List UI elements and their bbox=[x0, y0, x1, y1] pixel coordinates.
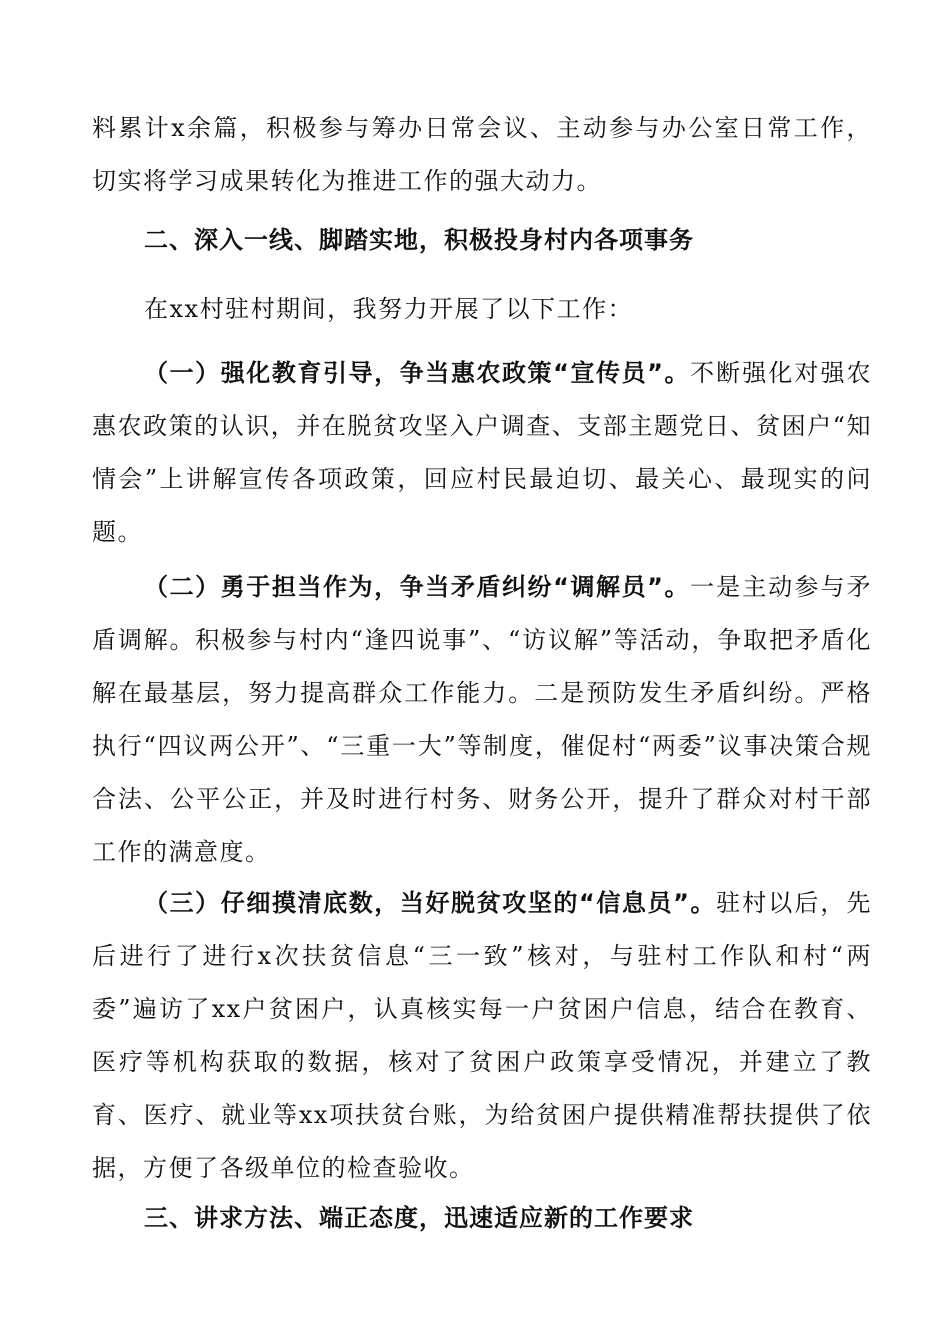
item-three-body: 驻村以后，先后进行了进行x次扶贫信息“三一致”核对，与驻村工作队和村“两委”遍访了xx户贫困户，认真核实每一户贫困户信息，结合在教育、医疗等机构获取的数据，核对了贫困户政策享受情况，并建立了教育、医疗、就业等xx项扶贫台账，为给贫困户提供精准帮扶提供了依据，方便了各级单位的检查验收。 bbox=[92, 889, 873, 1182]
intro-paragraph: 在xx村驻村期间，我努力开展了以下工作： bbox=[144, 295, 634, 323]
section-three-heading: 三、讲求方法、端正态度，迅速适应新的工作要求 bbox=[144, 1204, 694, 1232]
item-three-lead: （三）仔细摸清底数，当好脱贫攻坚的“信息员”。 bbox=[144, 889, 717, 917]
continuation-paragraph: 料累计x余篇，积极参与筹办日常会议、主动参与办公室日常工作，切实将学习成果转化为推进工作的强大动力。 bbox=[92, 114, 872, 195]
section-two-heading: 二、深入一线、脚踏实地，积极投身村内各项事务 bbox=[144, 226, 694, 254]
item-one-paragraph bbox=[92, 347, 872, 559]
item-two-body: 一是主动参与矛盾调解。积极参与村内“逢四说事”、“访议解”等活动，争取把矛盾化解在最基层，努力提高群众工作能力。二是预防发生矛盾纠纷。严格执行“四议两公开”、“三重一大”等制度，催促村“两委”议事决策合规合法、公平公正，并及时进行村务、财务公开，提升了群众对村干部工作的满意度。 bbox=[92, 573, 873, 866]
item-two-paragraph bbox=[92, 561, 872, 879]
item-one-body: 不断强化对强农惠农政策的认识，并在脱贫攻坚入户调查、支部主题党日、贫困户“知情会”上讲解宣传各项政策，回应村民最迫切、最关心、最现实的问题。 bbox=[92, 359, 873, 546]
item-three-paragraph bbox=[92, 877, 872, 1195]
item-one-lead: （一）强化教育引导，争当惠农政策“宣传员”。 bbox=[144, 359, 691, 387]
item-two-lead: （二）勇于担当作为，争当矛盾纠纷“调解员”。 bbox=[144, 573, 691, 601]
